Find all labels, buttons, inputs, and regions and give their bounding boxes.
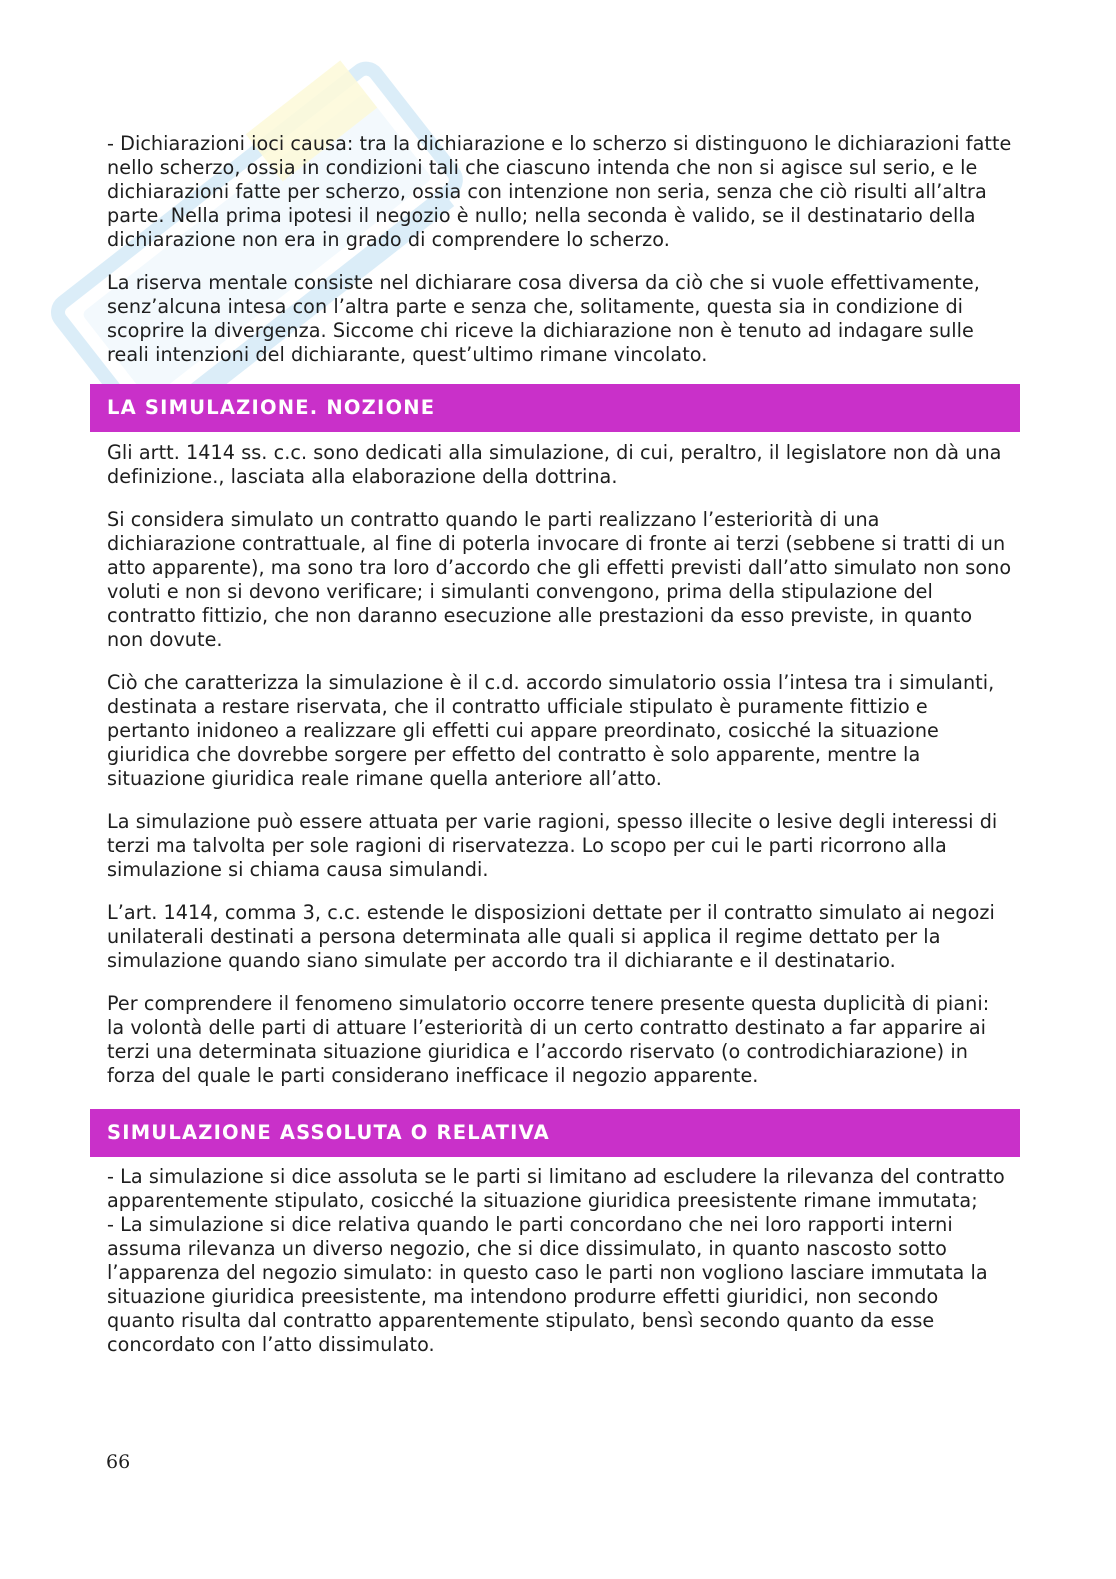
section2-paragraph-relativa: - La simulazione si dice relativa quando le parti concordano che nei loro rapporti interni assuma rilevanza un diverso negozio, che si dice dissimulato, in quanto nascosto sotto l’apparenza del negozio simulato: in questo caso le parti non vogliono lasciare immutata la situazione giuridica preesistente, ma intendono produrre effetti giuridici, non secondo quanto risulta dal contratto apparentemente stipulato, bensì secondo quanto da esse concordato con l’atto dissimulato. — [107, 1213, 988, 1356]
page-number: 66 — [106, 1451, 131, 1473]
intro-paragraph-ioci-causa: - Dichiarazioni ioci causa: tra la dichiarazione e lo scherzo si distinguono le dichiarazioni fatte nello scherzo, ossia in condizioni tali che ciascuno intenda che non si agisce sul serio, e le dichiarazioni fatte per scherzo, ossia con intenzione non seria, senza che ciò risulti all’altra parte. Nella prima ipotesi il negozio è nullo; nella seconda è valido, se il destinatario della dichiarazione non era in grado di comprendere lo scherzo. — [107, 132, 1012, 251]
page-content — [107, 132, 1012, 1357]
section1-paragraph-4: La simulazione può essere attuata per varie ragioni, spesso illecite o lesive degli interessi di terzi ma talvolta per sole ragioni di riservatezza. Lo scopo per cui le parti ricorrono alla simulazione si chiama causa simulandi. — [107, 810, 998, 881]
section1-paragraph-1: Gli artt. 1414 ss. c.c. sono dedicati alla simulazione, di cui, peraltro, il legislatore non dà una definizione., lasciata alla elaborazione della dottrina. — [107, 441, 1002, 488]
section1-paragraph-5: L’art. 1414, comma 3, c.c. estende le disposizioni dettate per il contratto simulato ai negozi unilaterali destinati a persona determinata alle quali si applica il regime dettato per la simulazione quando siano simulate per accordo tra il dichiarante e il destinatario. — [107, 901, 995, 972]
section2-paragraph-assoluta: - La simulazione si dice assoluta se le parti si limitano ad escludere la rilevanza del contratto apparentemente stipulato, cosicché la situazione giuridica preesistente rimane immutata; — [107, 1165, 1005, 1212]
section1-paragraph-2: Si considera simulato un contratto quando le parti realizzano l’esteriorità di una dichiarazione contrattuale, al fine di poterla invocare di fronte ai terzi (sebbene si tratti di un atto apparente), ma sono tra loro d’accordo che gli effetti previsti dall’atto simulato non sono voluti e non si devono verificare; i simulanti convengono, prima della stipulazione del contratto fittizio, che non daranno esecuzione alle prestazioni da esso previste, in quanto non dovute. — [107, 508, 1012, 651]
intro-paragraph-riserva-mentale: La riserva mentale consiste nel dichiarare cosa diversa da ciò che si vuole effettivamente, senz’alcuna intesa con l’altra parte e senza che, solitamente, questa sia in condizione di scoprire la divergenza. Siccome chi riceve la dichiarazione non è tenuto ad indagare sulle reali intenzioni del dichiarante, quest’ultimo rimane vincolato. — [107, 271, 980, 366]
section-header-simulazione-nozione: LA SIMULAZIONE. NOZIONE — [90, 384, 1020, 432]
section1-paragraph-6: Per comprendere il fenomeno simulatorio occorre tenere presente questa duplicità di piani: la volontà delle parti di attuare l’esteriorità di un certo contratto destinato a far apparire ai terzi una determinata situazione giuridica e l’accordo riservato (o controdichiarazione) in forza del quale le parti considerano inefficace il negozio apparente. — [107, 992, 990, 1087]
section-header-simulazione-assoluta-relativa: SIMULAZIONE ASSOLUTA O RELATIVA — [90, 1109, 1020, 1157]
section1-paragraph-3: Ciò che caratterizza la simulazione è il c.d. accordo simulatorio ossia l’intesa tra i simulanti, destinata a restare riservata, che il contratto ufficiale stipulato è puramente fittizio e pertanto inidoneo a realizzare gli effetti cui appare preordinato, cosicché la situazione giuridica che dovrebbe sorgere per effetto del contratto è solo apparente, mentre la situazione giuridica reale rimane quella anteriore all’atto. — [107, 671, 995, 790]
